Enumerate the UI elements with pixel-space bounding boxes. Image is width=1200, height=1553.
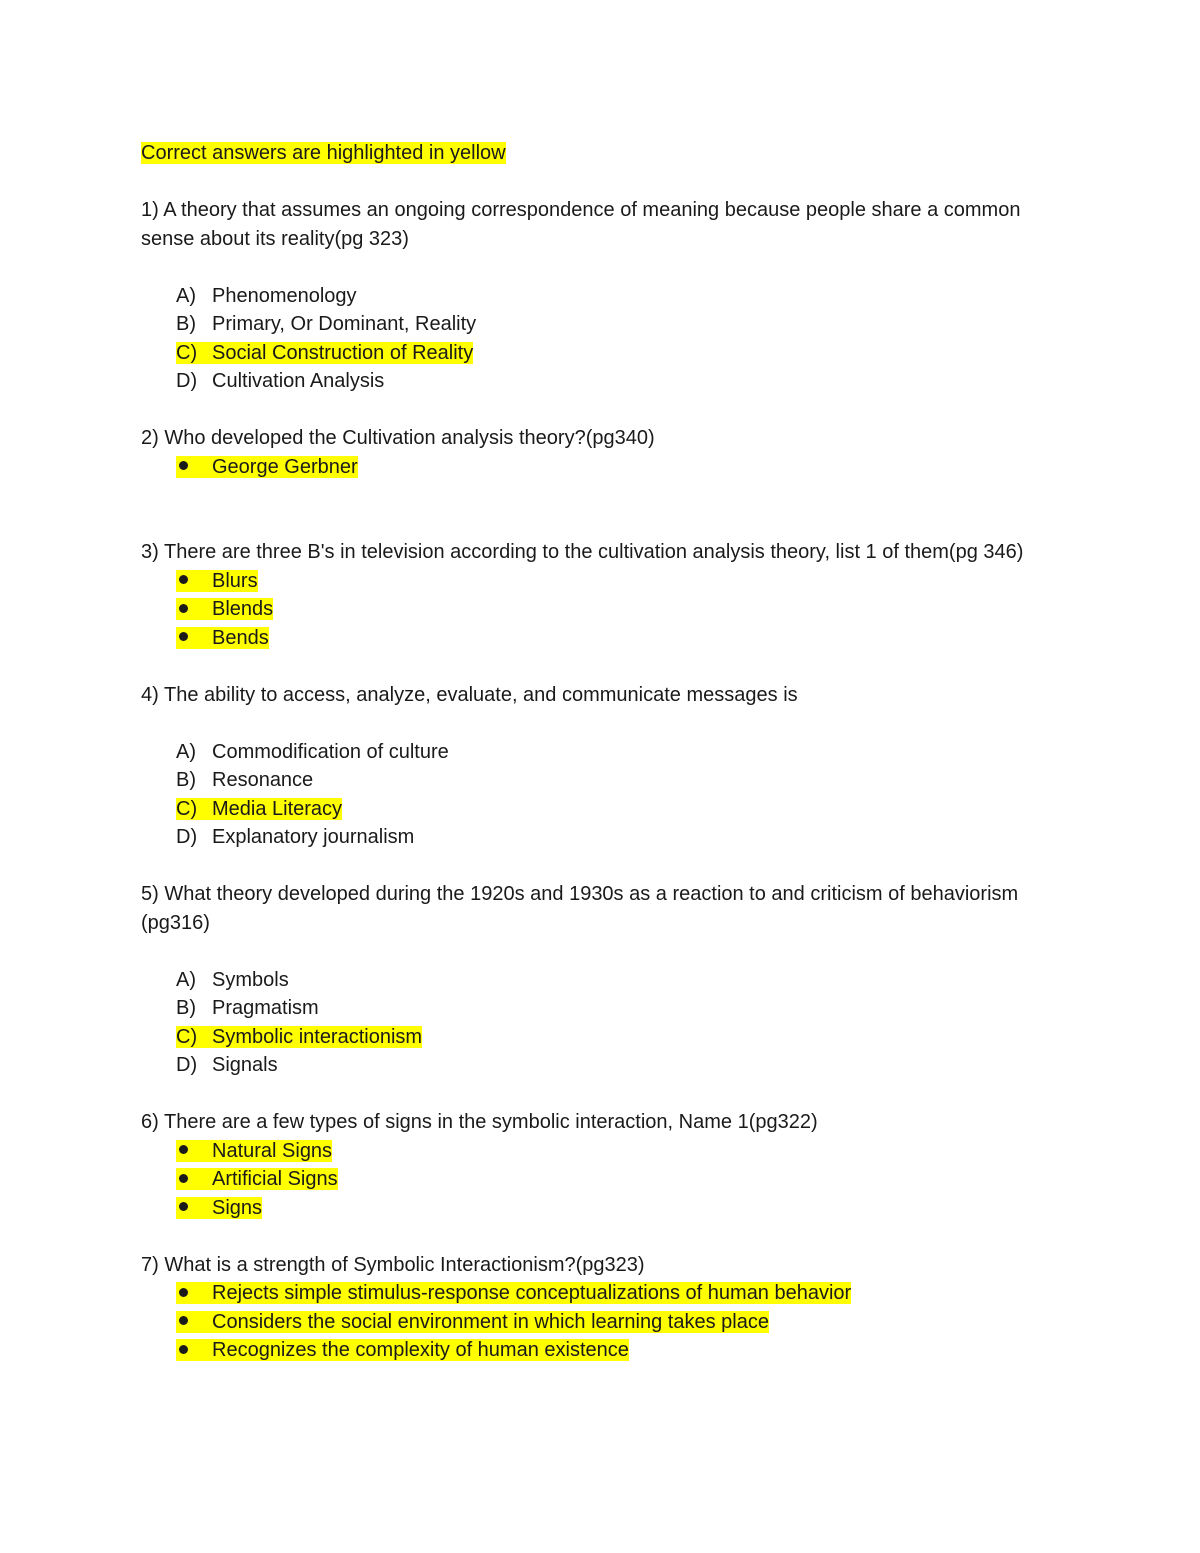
q1-option-a: A) Phenomenology [176,284,357,307]
question-2: 2) Who developed the Cultivation analysis theory?(pg340) [141,427,655,449]
bullet-icon [179,1145,188,1154]
q1-option-b: B) Primary, Or Dominant, Reality [176,313,477,335]
q5-option-c-correct: C) Symbolic interactionism [176,1025,423,1048]
question-1: 1) A theory that assumes an ongoing correspondence of meaning because people share a common sense about its reality(pg 323) [141,199,1021,250]
q7-answer-3: Recognizes the complexity of human existence [141,1336,1061,1365]
bullet-icon [179,1202,188,1211]
q2-answer: George Gerbner [141,453,1061,482]
q4-option-c-correct: C) Media Literacy [176,797,343,820]
question-3: 3) There are three B's in television according to the cultivation analysis theory, list 1 of them(pg 346) [141,541,1024,563]
q4-option-a: A) Commodification of culture [176,740,449,763]
question-5: 5) What theory developed during the 1920s and 1930s as a reaction to and criticism of behaviorism (pg316) [141,883,1019,934]
q3-answer-1: Blurs [141,567,1061,596]
q7-answer-2: Considers the social environment in which learning takes place [141,1308,1061,1337]
question-6: 6) There are a few types of signs in the symbolic interaction, Name 1(pg322) [141,1111,818,1133]
q5-option-b: B) Pragmatism [176,997,319,1019]
q1-option-d: D) Cultivation Analysis [176,370,385,392]
bullet-icon [179,1345,188,1354]
bullet-icon [179,575,188,584]
bullet-icon [179,604,188,613]
document-content [141,139,1061,1365]
q5-option-a: A) Symbols [176,968,289,991]
bullet-icon [179,1174,188,1183]
q4-option-b: B) Resonance [176,769,314,791]
bullet-icon [179,632,188,641]
q6-answer-1: Natural Signs [141,1137,1061,1166]
q1-option-c-correct: C) Social Construction of Reality [176,341,474,364]
q4-option-d: D) Explanatory journalism [176,826,415,848]
question-7: 7) What is a strength of Symbolic Interactionism?(pg323) [141,1253,645,1276]
answer-key-note: Correct answers are highlighted in yellow [141,142,506,164]
q6-answer-3: Signs [141,1194,1061,1223]
q7-answer-1: Rejects simple stimulus-response conceptualizations of human behavior [141,1279,1061,1308]
bullet-icon [179,1316,188,1325]
q3-answer-3: Bends [141,624,1061,653]
q6-answer-2: Artificial Signs [141,1165,1061,1194]
bullet-icon [179,461,188,470]
q5-option-d: D) Signals [176,1054,278,1076]
question-4: 4) The ability to access, analyze, evaluate, and communicate messages is [141,683,798,706]
bullet-icon [179,1288,188,1297]
q3-answer-2: Blends [141,595,1061,624]
